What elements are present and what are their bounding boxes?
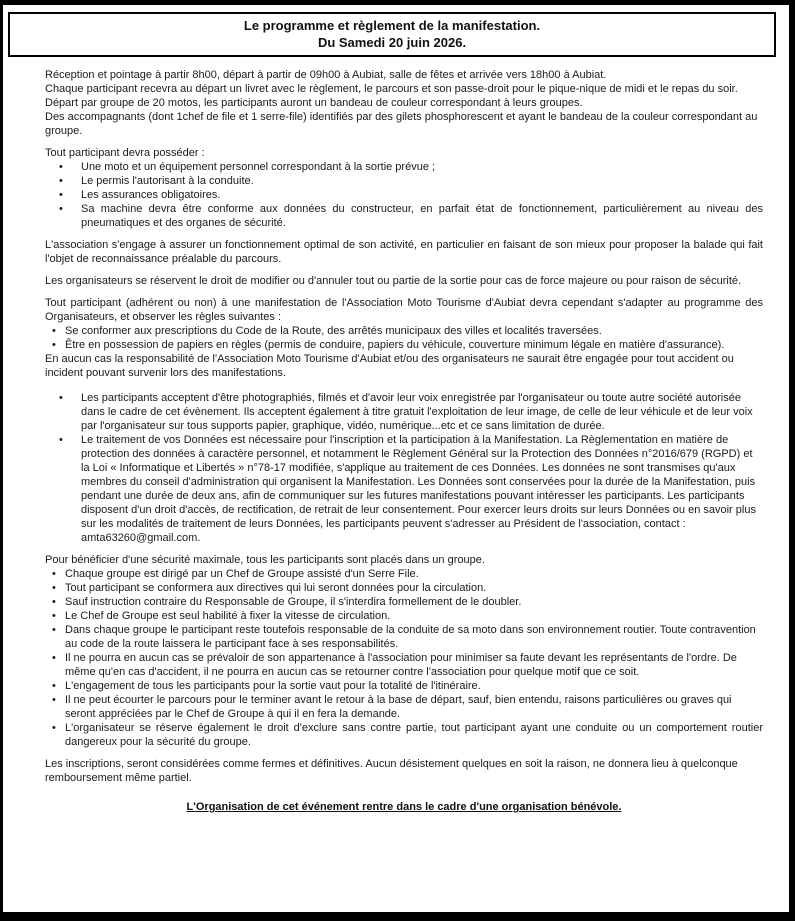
intro-line-1: Réception et pointage à partir 8h00, départ à partir de 09h00 à Aubiat, salle de fêtes et arrivée vers 18h00 à Aubiat. [45,69,607,81]
intro-paragraph [45,68,763,138]
document-title-box [8,12,776,57]
groupe-item: • Dans chaque groupe le participant reste toutefois responsable de la conduite de sa moto dans son environnement routier. Toute contravention au code de la route laissera le participant face à ses responsabilités. [45,623,763,651]
association-paragraph: L'association s'engage à assurer un fonctionnement optimal de son activité, en particulier en faisant de son mieux pour proposer la balade qui fait l'objet de reconnaissance préalable du parcours. [45,239,763,265]
intro-line-4: Des accompagnants (dont 1chef de file et 1 serre-file) identifiés par des gilets phosphorescent et ayant le bandeau de la couleur correspondant au groupe. [45,111,758,137]
possess-item: • Les assurances obligatoires. [45,188,763,202]
securite-paragraph: Pour bénéficier d'une sécurité maximale, tous les participants sont placés dans un groupe. [45,554,485,566]
groupe-item: • Il ne peut écourter le parcours pour le terminer avant le retour à la base de départ, sauf, bien entendu, raisons particulières ou graves qui seront appréciées par le Chef de Groupe à qui il en fera la demande. [45,693,763,721]
rules-item: • Être en possession de papiers en règles (permis de conduire, papiers du véhicule, couverture minimum légale en matière d'assurance). [45,338,763,352]
groupe-item: • Sauf instruction contraire du Responsable de Groupe, il s'interdira formellement de le doubler. [45,595,763,609]
groupe-item: • Il ne pourra en aucun cas se prévaloir de son appartenance à l'association pour minimiser sa faute devant les représentants de l'ordre. De même qu'en cas d'accident, il ne pourra en aucun cas se retourner contre l'association pour quelque motif que ce soit. [45,651,763,679]
document-body [45,68,763,814]
rules-list [45,324,763,352]
groupe-item: • L'organisateur se réserve également le droit d'exclure sans contre partie, tout participant ayant une conduite ou un comportement routier dangereux pour la sécurité du groupe. [45,721,763,749]
donnees-item: • Le traitement de vos Données est nécessaire pour l'inscription et la participation à la Manifestation. La Règlementation en matière de protection des données à caractère personnel, et notamment le Règlement Général sur la Protection des Données n°2016/679 (RGPD) et la Loi « Informatique et Libertés » n°78-17 modifiée, s'applique au traitement de ces Données. Les données ne sont transmises qu'aux membres du conseil d'administration qui organisent la Manifestation. Les Données sont conservées pour la durée de la Manifestation, puis pendant une durée de deux ans, afin de communiquer sur les futures manifestations pouvant intéresser les participants. Les participants disposent d'un droit d'accès, de rectification, de retrait de leur consentement. Pour exercer leurs droits sur leurs Données ou en savoir plus sur les modalités de traitement de leurs Données, les participants peuvent s'adresser au Président de l'association, contact : amta63260@gmail.com. [45,433,763,545]
possess-heading: Tout participant devra posséder : [45,147,205,159]
possess-item: • Le permis l'autorisant à la conduite. [45,174,763,188]
adaptation-paragraph: Tout participant (adhérent ou non) à une manifestation de l'Association Moto Tourisme d'Aubiat devra cependant s'adapter au programme des Organisateurs, et observer les règles suivantes : [45,297,763,323]
document-title-line-1: Le programme et règlement de la manifestation. [243,18,541,33]
donnees-list [45,391,763,545]
possess-item: • Une moto et un équipement personnel correspondant à la sortie prévue ; [45,160,763,174]
donnees-item: • Les participants acceptent d'être photographiés, filmés et d'avoir leur voix enregistrée par l'organisateur ou toute autre société autorisée dans le cadre de cet évènement. Ils acceptent également à titre gratuit l'exploitation de leur image, de celle de leur véhicule et de leur voix par l'organisateur sur tous supports papier, graphique, vidéo, numérique...etc et ce sans limitation de durée. [45,391,763,433]
possess-list [45,160,763,230]
rules-item: • Se conformer aux prescriptions du Code de la Route, des arrêtés municipaux des villes et localités traversées. [45,324,763,338]
groupe-item: • Le Chef de Groupe est seul habilité à fixer la vitesse de circulation. [45,609,763,623]
intro-line-2: Chaque participant recevra au départ un livret avec le règlement, le parcours et son passe-droit pour le pique-nique de midi et le repas du soir. [45,83,738,95]
groupe-list [45,567,763,749]
responsabilite-paragraph: En aucun cas la responsabilité de l'Association Moto Tourisme d'Aubiat et/ou des organisateurs ne saurait être engagée pour tout accident ou incident pouvant survenir lors des manifestations. [45,353,734,379]
organisateurs-paragraph: Les organisateurs se réservent le droit de modifier ou d'annuler tout ou partie de la sortie pour cas de force majeure ou pour raison de sécurité. [45,275,742,287]
groupe-item: • Tout participant se conformera aux directives qui lui seront données pour la circulation. [45,581,763,595]
document-title-line-2: Du Samedi 20 juin 2026. [317,35,467,50]
footer-statement: L'Organisation de cet événement rentre dans le cadre d'une organisation bénévole. [186,801,622,813]
possess-item: • Sa machine devra être conforme aux données du constructeur, en parfait état de fonctionnement, particulièrement au niveau des pneumatiques et des organes de sécurité. [45,202,763,230]
inscriptions-paragraph: Les inscriptions, seront considérées comme fermes et définitives. Aucun désistement quelques en soit la raison, ne donnera lieu à quelconque remboursement même partiel. [45,758,738,784]
intro-line-3: Départ par groupe de 20 motos, les participants auront un bandeau de couleur correspondant à leurs groupes. [45,97,583,109]
groupe-item: • L'engagement de tous les participants pour la sortie vaut pour la totalité de l'itinéraire. [45,679,763,693]
groupe-item: • Chaque groupe est dirigé par un Chef de Groupe assisté d'un Serre File. [45,567,763,581]
